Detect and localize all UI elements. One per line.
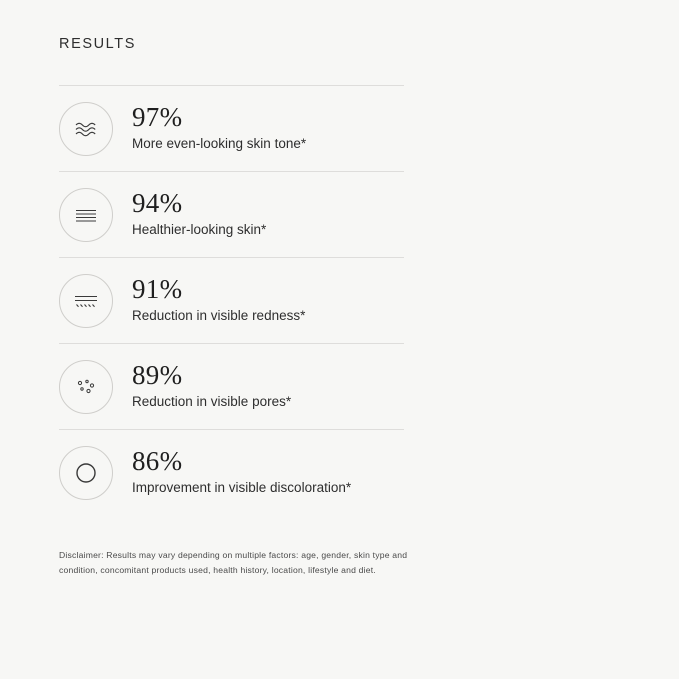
result-label: More even-looking skin tone* — [132, 136, 307, 152]
results-list — [59, 85, 404, 515]
page-title: RESULTS — [59, 36, 137, 52]
list-item — [59, 429, 404, 515]
list-item — [59, 343, 404, 429]
result-text — [132, 189, 266, 241]
waves-icon — [59, 102, 113, 156]
list-item — [59, 171, 404, 257]
result-text — [132, 103, 306, 155]
list-item — [59, 85, 404, 171]
result-percent: 91% — [132, 273, 183, 304]
disclaimer-text: Disclaimer: Results may vary depending on multiple factors: age, gender, skin type and condition, concomitant products used, health history, location, lifestyle and diet. — [59, 550, 408, 576]
pores-dots-icon — [59, 360, 113, 414]
redness-lines-icon — [59, 274, 113, 328]
result-percent: 89% — [132, 359, 183, 390]
result-text — [132, 447, 351, 499]
result-label: Reduction in visible redness* — [132, 308, 306, 324]
result-percent: 97% — [132, 101, 183, 132]
result-percent: 94% — [132, 187, 183, 218]
result-label: Reduction in visible pores* — [132, 394, 292, 410]
result-label: Improvement in visible discoloration* — [132, 480, 352, 496]
result-text — [132, 361, 291, 413]
list-item — [59, 257, 404, 343]
circle-ring-icon — [59, 446, 113, 500]
result-percent: 86% — [132, 445, 183, 476]
result-text — [132, 275, 305, 327]
result-label: Healthier-looking skin* — [132, 222, 267, 238]
lines-stack-icon — [59, 188, 113, 242]
